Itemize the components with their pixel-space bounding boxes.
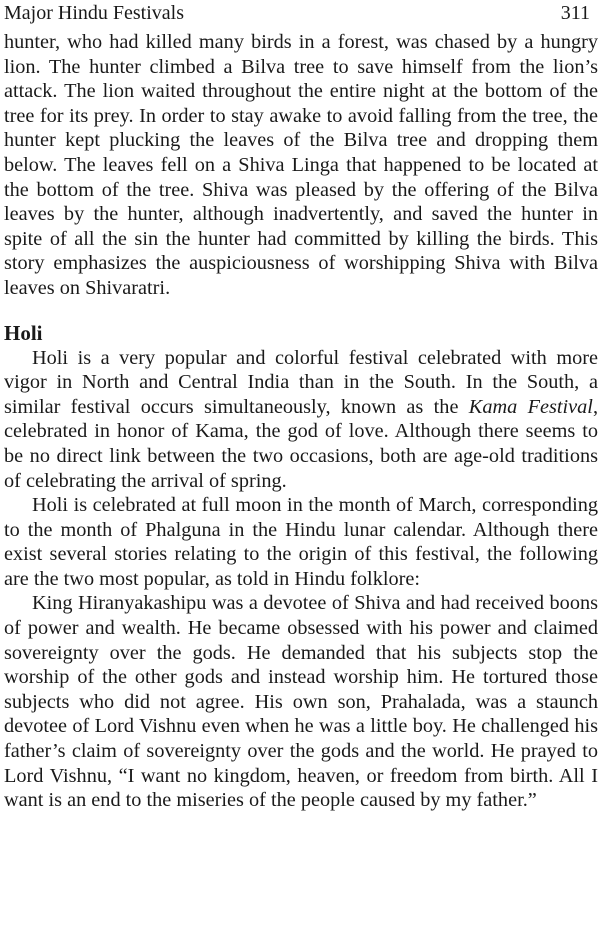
running-title: Major Hindu Festivals	[4, 2, 184, 24]
holi-p1-text-after: , celebrated in honor of Kama, the god of love. Although there seems to be no direct link between the two occasions, both are age-old traditions of celebrating the arrival of spring.	[4, 395, 599, 492]
shivaratri-story-paragraph: hunter, who had killed many birds in a forest, was chased by a hungry lion. The hunter climbed a Bilva tree to save himself from the lion’s attack. The lion waited throughout the entire night at the bottom of the tree for its prey. In order to stay awake to avoid falling from the tree, the hunter kept plucking the leaves of the Bilva tree and dropping them below. The leaves fell on a Shiva Linga that happened to be located at the bottom of the tree. Shiva was pleased by the offering of the Bilva leaves by the hunter, although inadvertently, and saved the hunter in spite of all the sin the hunter had committed by killing the birds. This story emphasizes the auspiciousness of worshipping Shiva with Bilva leaves on Shivaratri.	[4, 31, 598, 299]
holi-p1-text-before: Holi is a very popular and colorful festival celebrated with more vigor in North and Central India than in the South. In the South, a similar festival occurs simultaneously, known as the	[4, 346, 598, 418]
body-text	[4, 30, 598, 813]
page-number: 311	[560, 2, 590, 24]
section-heading-holi: Holi	[4, 320, 43, 345]
holi-paragraph-1	[4, 346, 598, 494]
kama-festival-italic: Kama Festival	[468, 395, 593, 418]
holi-paragraph-2: Holi is celebrated at full moon in the month of March, corresponding to the month of Phalguna in the Hindu lunar calendar. Although there exist several stories relating to the origin of this festival, the following are the two most popular, as told in Hindu folklore:	[4, 494, 598, 590]
holi-paragraph-3: King Hiranyakashipu was a devotee of Shiva and had received boons of power and wealth. He became obsessed with his power and claimed sovereignty over the gods. He demanded that his subjects stop the worship of the other gods and instead worship him. He tortured those subjects who did not agree. His own son, Prahalada, was a staunch devotee of Lord Vishnu even when he was a little boy. He challenged his father’s claim of sovereignty over the gods and the world. He prayed to Lord Vishnu, “I want no kingdom, heaven, or freedom from birth. All I want is an end to the miseries of the people caused by my father.”	[4, 592, 598, 812]
running-head	[4, 0, 598, 30]
